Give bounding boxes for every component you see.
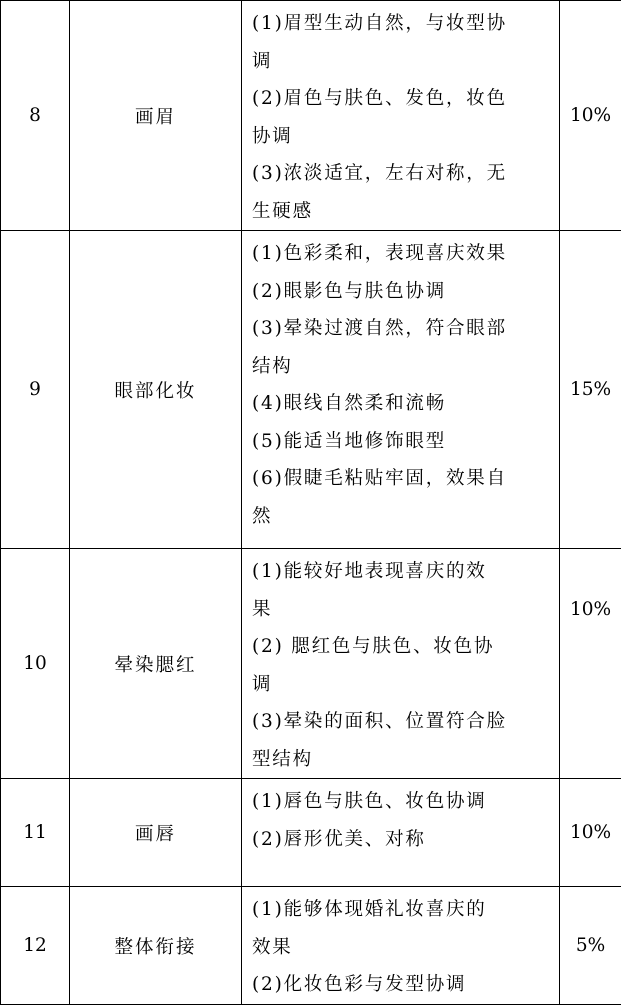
table-row <box>1 887 621 1005</box>
requirement-line: (2) 腮红色与肤色、妆色协 <box>252 628 551 666</box>
table-row <box>1 1 621 231</box>
row-number: 10 <box>1 549 70 779</box>
requirement-line: (4)眼线自然柔和流畅 <box>252 385 551 423</box>
requirement-line: (2)化妆色彩与发型协调 <box>252 966 551 1004</box>
requirement-line: (1)唇色与肤色、妆色协调 <box>252 783 551 821</box>
row-number: 11 <box>1 779 70 887</box>
requirement-line: (2)眼影色与肤色协调 <box>252 273 551 311</box>
requirements-cell <box>242 887 560 1005</box>
weight-cell: 5% <box>560 887 621 1005</box>
weight-cell: 10% <box>560 549 621 779</box>
requirement-line: 协调 <box>252 118 551 156</box>
requirement-line: (3)晕染过渡自然，符合眼部 <box>252 310 551 348</box>
requirements-cell <box>242 231 560 549</box>
table-row <box>1 779 621 887</box>
requirement-line: (5)能适当地修饰眼型 <box>252 423 551 461</box>
requirement-line: 型结构 <box>252 741 551 779</box>
requirement-line: (1)色彩柔和，表现喜庆效果 <box>252 235 551 273</box>
item-name: 整体衔接 <box>70 887 242 1005</box>
weight-cell: 10% <box>560 779 621 887</box>
requirements-cell <box>242 779 560 887</box>
table-row <box>1 549 621 779</box>
requirement-line: 果 <box>252 591 551 629</box>
requirement-line: (2)唇形优美、对称 <box>252 821 551 859</box>
requirement-line: (1)能够体现婚礼妆喜庆的 <box>252 891 551 929</box>
requirement-line: (3)浓淡适宜，左右对称，无 <box>252 155 551 193</box>
row-number: 8 <box>1 1 70 231</box>
row-number: 9 <box>1 231 70 549</box>
requirement-line: (1)眉型生动自然，与妆型协 <box>252 5 551 43</box>
requirement-line: 生硬感 <box>252 193 551 231</box>
requirement-line: (1)能较好地表现喜庆的效 <box>252 553 551 591</box>
requirement-line: 结构 <box>252 348 551 386</box>
requirement-line: (3)晕染的面积、位置符合脸 <box>252 703 551 741</box>
item-name: 眼部化妆 <box>70 231 242 549</box>
requirement-line: 调 <box>252 43 551 81</box>
requirement-line: 效果 <box>252 929 551 967</box>
requirements-cell <box>242 1 560 231</box>
row-number: 12 <box>1 887 70 1005</box>
requirement-line: (6)假睫毛粘贴牢固，效果自 <box>252 460 551 498</box>
item-name: 画眉 <box>70 1 242 231</box>
weight-cell: 10% <box>560 1 621 231</box>
requirement-line: (2)眉色与肤色、发色，妆色 <box>252 80 551 118</box>
requirement-line: 然 <box>252 498 551 536</box>
requirement-line: 调 <box>252 666 551 704</box>
weight-cell: 15% <box>560 231 621 549</box>
item-name: 晕染腮红 <box>70 549 242 779</box>
requirements-cell <box>242 549 560 779</box>
table-row <box>1 231 621 549</box>
item-name: 画唇 <box>70 779 242 887</box>
